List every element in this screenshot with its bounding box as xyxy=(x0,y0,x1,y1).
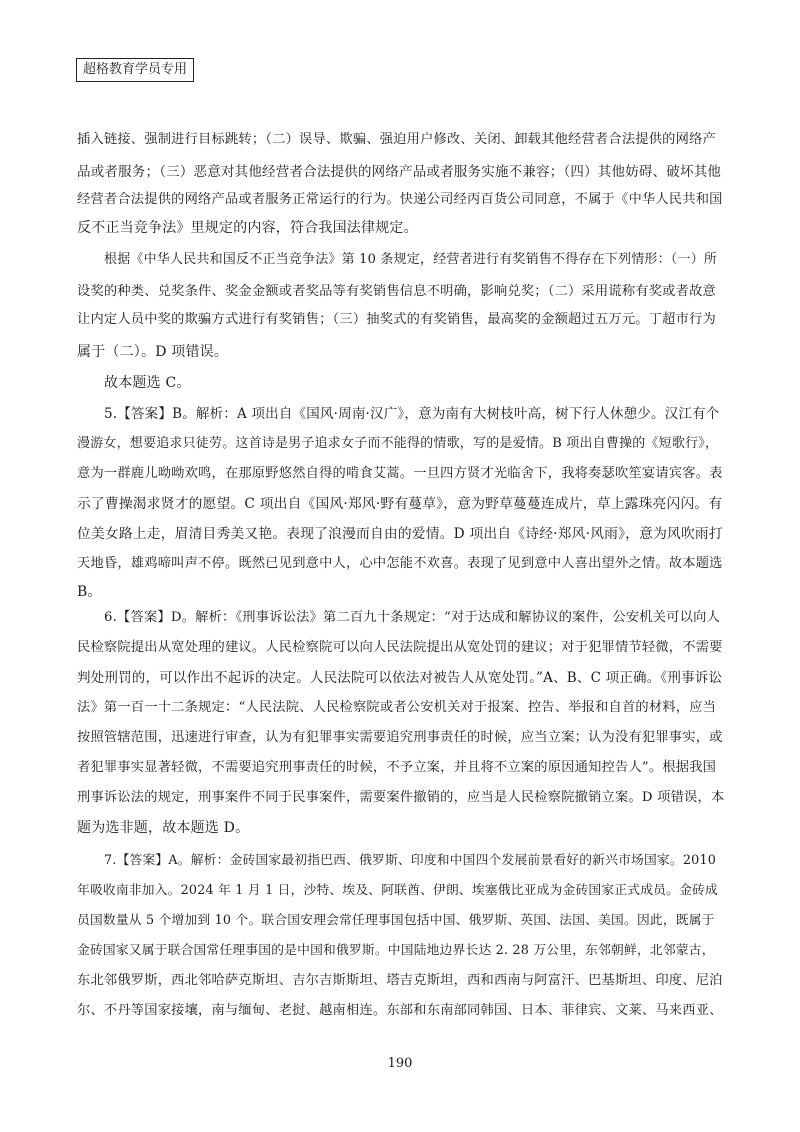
text-line: B。 xyxy=(77,584,102,600)
text-line: 漫游女，想要追求只徒劳。这首诗是男子追求女子而不能得的情歌，写的是爱情。B 项出自曹操的《短歌行》， xyxy=(77,436,719,451)
text-line: 题为选非题，故本题选 D。 xyxy=(77,820,250,836)
text-line: 金砖国家又属于联合国常任理事国的是中国和俄罗斯。中国陆地边界长达 2. 28 万公里，东邻朝鲜，北邻蒙古， xyxy=(77,943,715,958)
text-line: 天地昏，雄鸡啼叫声不停。既然已见到意中人，心中怎能不欢喜。表现了见到意中人喜出望外之情。故本题选 xyxy=(77,556,723,571)
question-5-answer: 5.【答案】B。解析：A 项出自《国风·周南·汉广》，意为南有大树枝叶高，树下行人休憩少。汉江有个 xyxy=(104,406,720,422)
text-line: 法》第一百一十二条规定：“人民法院、人民检察院或者公安机关对于报案、控告、举报和自首的材料，应当 xyxy=(77,700,717,715)
text-line: 插入链接、强制进行目标跳转；（二）误导、欺骗、强迫用户修改、关闭、卸载其他经营者合法提供的网络产 xyxy=(77,132,716,147)
text-line: 判处刑罚的，可以作出不起诉的决定。人民法院可以依法对被告人从宽处罚。”A、B、C 项正确。《刑事诉讼 xyxy=(77,670,723,686)
text-line: 位美女路上走，眉清目秀美又艳。表现了浪漫而自由的爱情。D 项出自《诗经·郑风·风雨》，意为风吹雨打 xyxy=(77,526,723,542)
text-line: 按照管辖范围，迅速进行审查，认为有犯罪事实需要追究刑事责任的时候，应当立案；认为没有犯罪事实，或 xyxy=(77,730,723,745)
text-line: 属于（二）。D 项错误。 xyxy=(77,344,229,360)
question-7-answer: 7.【答案】A。解析：金砖国家最初指巴西、俄罗斯、印度和中国四个发展前景看好的新兴市场国家。2010 xyxy=(104,853,717,868)
text-line: 故本题选 C。 xyxy=(104,375,191,391)
text-line: 让内定人员中奖的欺骗方式进行有奖销售；（三）抽奖式的有奖销售，最高奖的金额超过五万元。丁超市行为 xyxy=(77,312,716,327)
question-6-answer: 6.【答案】D。解析：《刑事诉讼法》第二百九十条规定：“对于达成和解协议的案件，公安机关可以向人 xyxy=(104,610,721,625)
text-line: 尔、不丹等国家接壤，南与缅甸、老挝、越南相连。东部和东南部同韩国、日本、菲律宾、文莱、马来西亚、 xyxy=(77,1003,723,1018)
text-line: 反不正当竞争法》里规定的内容，符合我国法律规定。 xyxy=(77,220,418,236)
student-use-stamp: 超格教育学员专用 xyxy=(76,58,194,82)
text-line: 刑事诉讼法的规定，刑事案件不同于民事案件，需要案件撤销的，应当是人民检察院撤销立案。D 项错误，本 xyxy=(77,790,725,805)
text-line: 根据《中华人民共和国反不正当竞争法》第 10 条规定，经营者进行有奖销售不得存在下列情形：（一）所 xyxy=(104,252,718,267)
text-line: 示了曹操渴求贤才的愿望。C 项出自《国风·郑风·野有蔓草》，意为野草蔓蔓连成片，草上露珠亮闪闪。有 xyxy=(77,496,723,512)
text-line: 经营者合法提供的网络产品或者服务正常运行的行为。快递公司经丙百货公司同意，不属于《中华人民共和国 xyxy=(77,192,723,207)
text-line: 民检察院提出从宽处理的建议。人民检察院可以向人民法院提出从宽处罚的建议；对于犯罪情节轻微，不需要 xyxy=(77,640,723,655)
text-line: 者犯罪事实显著轻微，不需要追究刑事责任的时候，不予立案，并且将不立案的原因通知控告人”。根据我国 xyxy=(77,760,717,775)
text-line: 意为一群鹿儿呦呦欢鸣，在那原野悠然自得的啃食艾蒿。一旦四方贤才光临舍下，我将奏瑟吹笙宴请宾客。表 xyxy=(77,466,723,481)
text-line: 品或者服务；（三）恶意对其他经营者合法提供的网络产品或者服务实施不兼容；（四）其他妨碍、破坏其他 xyxy=(77,164,722,180)
text-line: 东北邻俄罗斯，西北邻哈萨克斯坦、吉尔吉斯斯坦、塔吉克斯坦，西和西南与阿富汗、巴基斯坦、印度、尼泊 xyxy=(77,973,723,988)
page-number: 190 xyxy=(387,1056,413,1071)
text-line: 设奖的种类、兑奖条件、奖金金额或者奖品等有奖销售信息不明确，影响兑奖；（二）采用谎称有奖或者故意 xyxy=(77,284,716,299)
text-line: 员国数量从 5 个增加到 10 个。联合国安理会常任理事国包括中国、俄罗斯、英国、法国、美国。因此，既属于 xyxy=(77,913,715,928)
text-line: 年吸收南非加入。2024 年 1 月 1 日，沙特、埃及、阿联酋、伊朗、埃塞俄比亚成为金砖国家正式成员。金砖成 xyxy=(77,883,718,898)
